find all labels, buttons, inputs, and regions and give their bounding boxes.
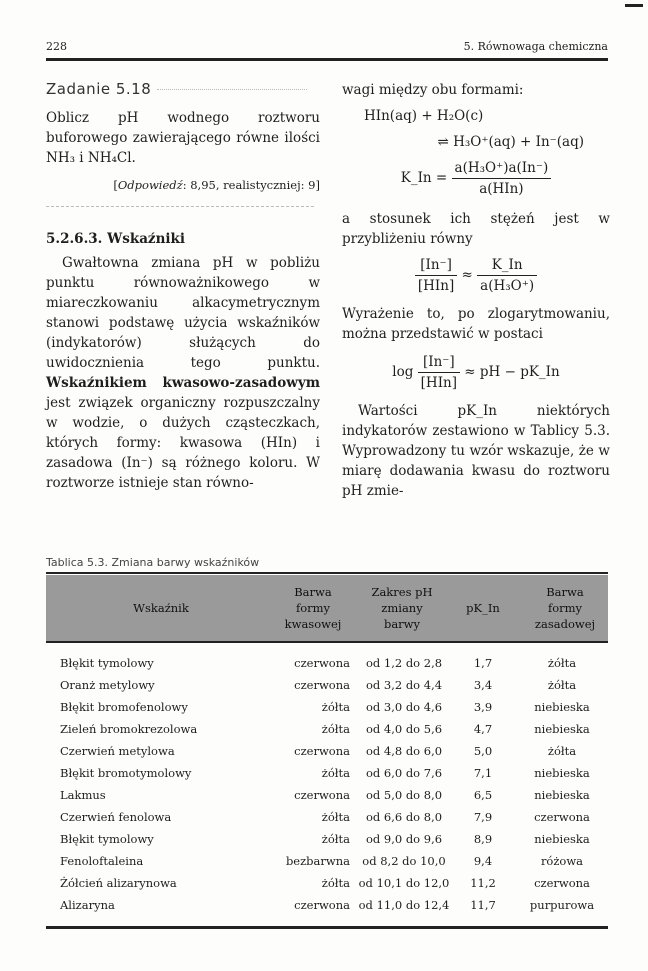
eq4-den: [HIn]: [420, 375, 457, 391]
cell-indicator: Zieleń bromokrezolowa: [60, 722, 198, 736]
task-title-text: Zadanie 5.18: [46, 80, 152, 98]
task-divider: [46, 206, 314, 207]
header-indicator: Wskaźnik: [133, 601, 189, 615]
cell-pkin: 4,7: [473, 722, 493, 736]
continuation-text: wagi między obu formami:: [342, 82, 524, 98]
eq3-left-num: [In⁻]: [415, 255, 457, 276]
cell-ph-range: od 10,1 do 12,0: [358, 876, 450, 890]
header-acid-color: Barwa formy kwasowej: [284, 585, 342, 631]
cell-indicator: Błękit bromofenolowy: [60, 700, 188, 714]
cell-indicator: Czerwień metylowa: [60, 744, 175, 758]
cell-indicator: Czerwień fenolowa: [60, 810, 172, 824]
table-row: [46, 808, 608, 827]
table-row: [46, 720, 608, 739]
cell-acid-color: bezbarwna: [285, 854, 350, 868]
cell-acid-color: żółta: [321, 766, 350, 780]
eq2-denominator: a(HIn): [479, 181, 524, 197]
table-header: [46, 575, 608, 641]
table-bottom-rule: [46, 926, 608, 929]
cell-base-color: czerwona: [534, 810, 590, 824]
left-column: [46, 80, 320, 493]
cell-base-color: niebieska: [534, 788, 590, 802]
cell-indicator: Błękit bromotymolowy: [60, 766, 192, 780]
cell-pkin: 5,0: [473, 744, 493, 758]
cell-ph-range: od 4,8 do 6,0: [365, 744, 443, 758]
eq4-num: [In⁻]: [418, 352, 460, 373]
cell-acid-color: żółta: [321, 810, 350, 824]
cell-base-color: niebieska: [534, 722, 590, 736]
table-row: [46, 698, 608, 717]
cell-ph-range: od 6,6 do 8,0: [365, 810, 443, 824]
cell-acid-color: czerwona: [294, 788, 350, 802]
eq3-right-fraction: [477, 255, 537, 296]
cell-pkin: 6,5: [473, 788, 493, 802]
cell-ph-range: od 11,0 do 12,4: [358, 898, 450, 912]
table-caption: Tablica 5.3. Zmiana barwy wskaźników: [46, 556, 260, 569]
header-base-color: Barwa formy zasadowej: [534, 585, 596, 631]
eq2-numerator: a(H₃O⁺)a(In⁻): [452, 158, 552, 179]
cell-indicator: Fenoloftaleina: [60, 854, 144, 868]
cell-ph-range: od 8,2 do 10,0: [362, 854, 446, 868]
cell-ph-range: od 3,2 do 4,4: [365, 678, 443, 692]
text-3: Wyrażenie to, po zlogarytmowaniu, można przedstawić w postaci: [342, 306, 610, 342]
corner-mark: [625, 4, 643, 7]
cell-base-color: różowa: [540, 854, 584, 868]
page-number: 228: [46, 40, 67, 53]
header-rule: [46, 58, 608, 61]
cell-base-color: żółta: [547, 656, 577, 670]
answer-value: : 8,95, realistyczniej: 9: [182, 178, 316, 192]
chapter-title: 5. Równowaga chemiczna: [463, 40, 608, 53]
cell-indicator: Lakmus: [60, 788, 106, 802]
cell-pkin: 7,9: [473, 810, 493, 824]
cell-indicator: Alizaryna: [60, 898, 115, 912]
table-row: [46, 896, 608, 915]
para-part-2: jest związek organiczny rozpuszczalny w wodzie, o dużych cząsteczkach, których formy: kwasowa (HIn) i zasadowa (In⁻) są różnego koloru. W roztworze istnieje stan równo-: [46, 395, 320, 491]
title-dots: [157, 89, 307, 90]
eq3-left-den: [HIn]: [417, 278, 455, 294]
cell-pkin: 11,2: [470, 876, 496, 890]
table-row: [46, 676, 608, 695]
cell-indicator: Błękit tymolowy: [60, 656, 154, 670]
right-column: [342, 80, 610, 501]
cell-base-color: purpurowa: [529, 898, 595, 912]
equation-1-left: HIn(aq) + H₂O(c): [364, 108, 484, 124]
cell-pkin: 9,4: [473, 854, 493, 868]
section-paragraph: [46, 253, 320, 493]
header-ph-range: Zakres pH zmiany barwy: [371, 585, 433, 631]
header-pkin: pK_In: [466, 601, 500, 615]
eq2-lhs: K_In =: [400, 170, 448, 186]
cell-indicator: Oranż metylowy: [60, 678, 155, 692]
cell-acid-color: czerwona: [294, 656, 350, 670]
cell-pkin: 3,4: [473, 678, 493, 692]
cell-pkin: 7,1: [473, 766, 493, 780]
table-row: [46, 852, 608, 871]
cell-indicator: Błękit tymolowy: [60, 832, 154, 846]
eq4-rhs: ≈ pH − pK_In: [464, 364, 560, 380]
cell-base-color: żółta: [547, 678, 577, 692]
task-text: Oblicz pH wodnego roztworu buforowego zawierającego równe ilości NH₃ i NH₄Cl.: [46, 110, 320, 166]
table-row: [46, 654, 608, 673]
cell-acid-color: żółta: [321, 832, 350, 846]
table-row: [46, 874, 608, 893]
table-header-rule: [46, 641, 608, 643]
cell-pkin: 1,7: [473, 656, 493, 670]
cell-ph-range: od 9,0 do 9,6: [365, 832, 443, 846]
eq3-approx: ≈: [461, 267, 473, 283]
text-4: Wartości pK_In niektórych indykatorów zestawiono w Tablicy 5.3. Wyprowadzony tu wzór wskazuje, że w miarę dodawania kwasu do roztworu pH zmie-: [342, 403, 610, 499]
cell-ph-range: od 4,0 do 5,6: [365, 722, 443, 736]
cell-base-color: niebieska: [534, 766, 590, 780]
eq4-log: log: [392, 364, 414, 380]
eq3-right-den: a(H₃O⁺): [480, 278, 535, 294]
table-row: [46, 830, 608, 849]
section-title: 5.2.6.3. Wskaźniki: [46, 231, 186, 247]
table-row: [46, 786, 608, 805]
cell-pkin: 11,7: [470, 898, 496, 912]
cell-pkin: 3,9: [473, 700, 493, 714]
cell-ph-range: od 5,0 do 8,0: [365, 788, 443, 802]
cell-indicator: Żółcień alizarynowa: [60, 876, 177, 890]
cell-ph-range: od 3,0 do 4,6: [365, 700, 443, 714]
cell-acid-color: czerwona: [294, 744, 350, 758]
equation-2: [342, 158, 610, 199]
equation-1-right: ⇌ H₃O⁺(aq) + In⁻(aq): [437, 134, 584, 150]
cell-base-color: niebieska: [534, 700, 590, 714]
cell-acid-color: żółta: [321, 722, 350, 736]
table-row: [46, 742, 608, 761]
cell-base-color: czerwona: [534, 876, 590, 890]
eq3-right-num: K_In: [477, 255, 537, 276]
task-title: [46, 80, 320, 98]
equation-4: [342, 352, 610, 393]
task-answer: [Odpowiedź: 8,95, realistyczniej: 9]: [113, 178, 320, 192]
keyword: Wskaźnikiem kwasowo-zasadowym: [46, 375, 320, 391]
cell-pkin: 8,9: [473, 832, 493, 846]
equation-3: [342, 255, 610, 296]
eq4-fraction: [418, 352, 460, 393]
cell-ph-range: od 6,0 do 7,6: [365, 766, 443, 780]
eq2-fraction: [452, 158, 552, 199]
table-row: [46, 764, 608, 783]
cell-acid-color: czerwona: [294, 898, 350, 912]
answer-label: Odpowiedź: [117, 178, 183, 192]
cell-ph-range: od 1,2 do 2,8: [365, 656, 443, 670]
cell-acid-color: żółta: [321, 876, 350, 890]
para-part-1: Gwałtowna zmiana pH w pobliżu punktu równoważnikowego w miareczkowaniu alkacymetrycznym stanowi podstawę użycia wskaźników (indykatorów) służących do uwidocznienia tego punktu.: [46, 255, 320, 371]
table-top-rule: [46, 572, 608, 574]
cell-acid-color: żółta: [321, 700, 350, 714]
eq3-left-fraction: [415, 255, 457, 296]
cell-base-color: żółta: [547, 744, 577, 758]
cell-base-color: niebieska: [534, 832, 590, 846]
cell-acid-color: czerwona: [294, 678, 350, 692]
text-2: a stosunek ich stężeń jest w przybliżeniu równy: [342, 211, 610, 247]
